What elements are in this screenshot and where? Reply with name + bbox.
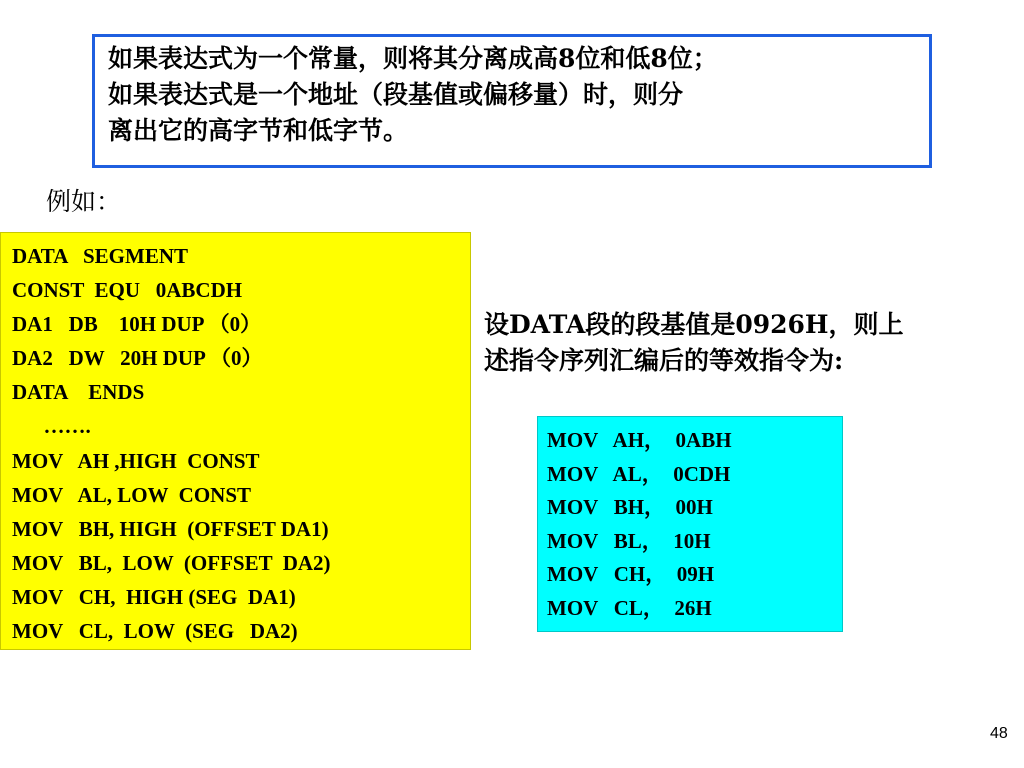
intro-line-2: 如果表达式是一个地址（段基值或偏移量）时，则分 [108,80,684,109]
result-line: MOV BL， 10H [547,528,711,553]
code-line: DATA SEGMENT [12,244,188,268]
intro-line-1: 如果表达式为一个常量，则将其分离成高8位和低8位； [108,44,718,73]
code-line: ……. [12,414,91,439]
equivalent-instructions-block [537,416,843,632]
page-number: 48 [990,725,1008,742]
result-line: MOV AH， 0ABH [547,428,732,452]
code-line: MOV AH ,HIGH CONST [12,448,260,473]
description-line-1: 设DATA段的段基值是0926H，则上 [484,310,904,339]
code-line: DA1 DB 10H DUP （0） [12,312,262,337]
result-line: MOV AL， 0CDH [547,461,731,486]
code-line: CONST EQU 0ABCDH [12,278,243,303]
result-line: MOV CH， 09H [547,562,715,587]
description-text [484,307,1024,379]
intro-line-3: 离出它的高字节和低字节。 [108,116,409,145]
intro-text-box [92,34,932,168]
example-label: 例如： [46,187,122,216]
code-line: MOV BL, LOW (OFFSET DA2) [12,550,331,575]
code-line: MOV CL, LOW (SEG DA2) [12,619,298,644]
result-line: MOV CL， 26H [547,595,712,620]
description-line-2: 述指令序列汇编后的等效指令为: [484,346,844,375]
code-line: DA2 DW 20H DUP （0） [12,346,263,371]
result-line: MOV BH， 00H [547,495,713,520]
code-line: MOV BH, HIGH (OFFSET DA1) [12,516,329,541]
code-line: MOV CH, HIGH (SEG DA1) [12,584,296,609]
code-line: DATA ENDS [12,380,145,405]
code-line: MOV AL, LOW CONST [12,482,252,507]
assembly-code-block [0,232,471,650]
